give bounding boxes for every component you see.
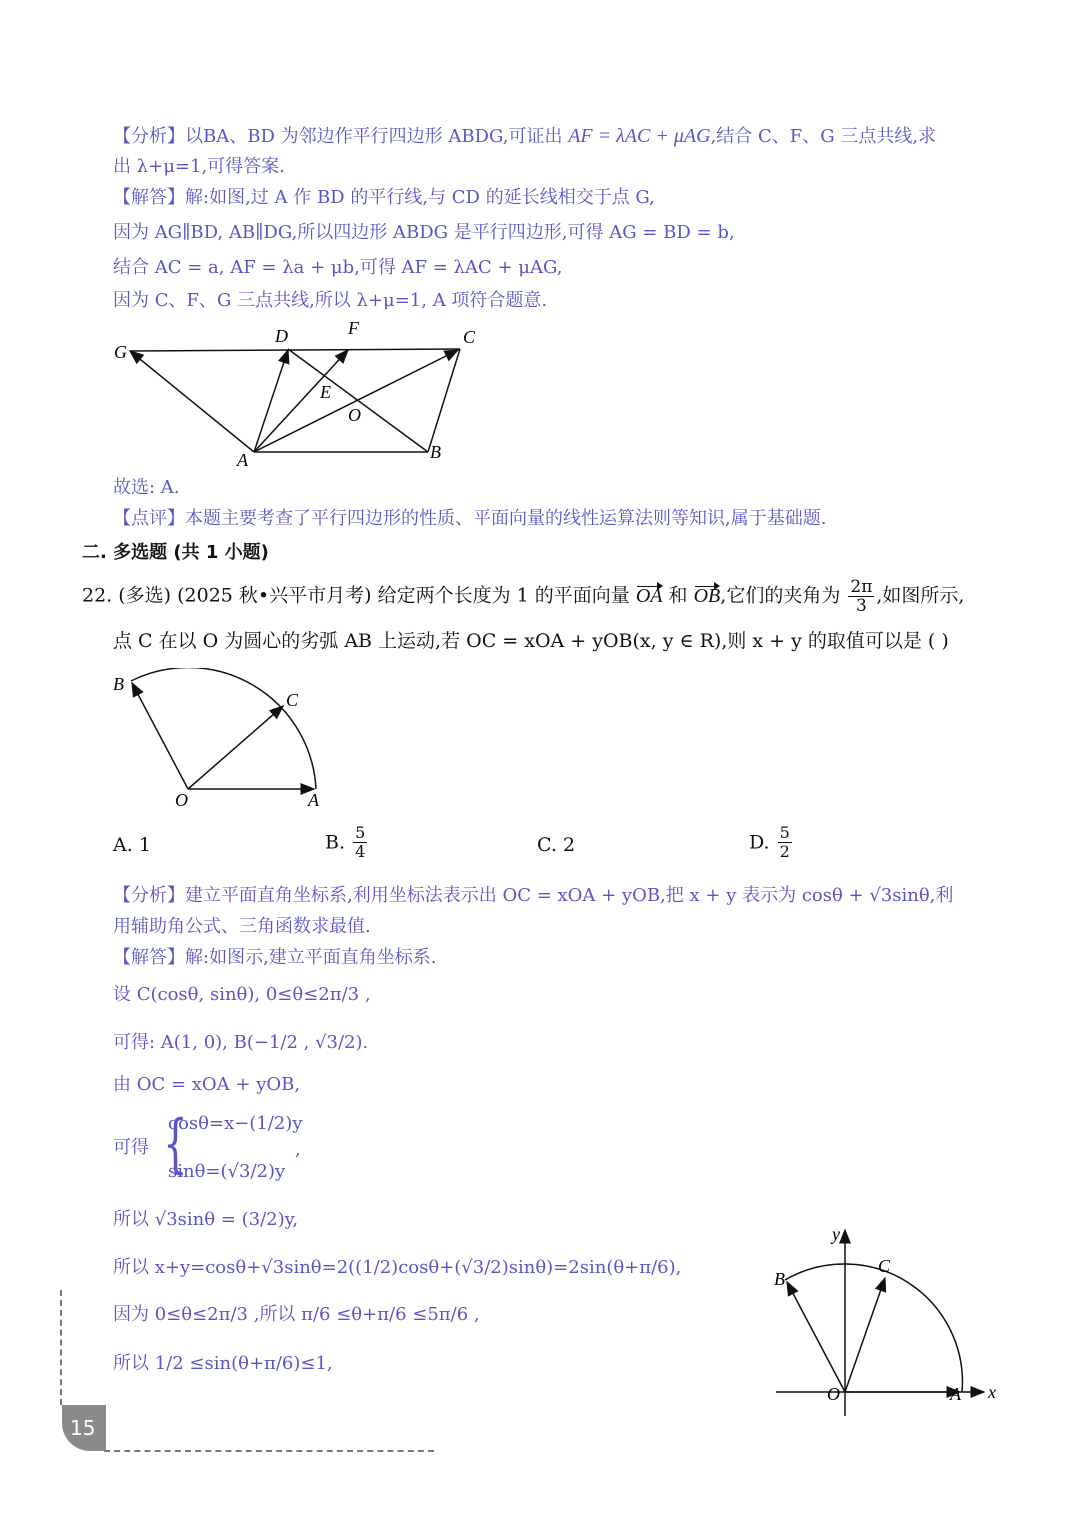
- section-title: 二. 多选题 (共 1 小题): [82, 542, 269, 563]
- option-c[interactable]: C. 2: [537, 834, 576, 856]
- arc-figure: [106, 668, 336, 813]
- analysis-line-1: 【分析】以BA、BD 为邻边作平行四边形 ABDG,可证出 AF = λAC + μAG,结合 C、F、G 三点共线,求: [113, 125, 937, 147]
- q22-solution-line-5: 所以 √3sinθ = (3/2)y,: [113, 1209, 299, 1230]
- q22-solution-line-8: 所以 1/2 ≤sin(θ+π/6)≤1,: [113, 1353, 333, 1374]
- coord-label-O: O: [827, 1384, 840, 1404]
- q22-analysis-line-1: 【分析】建立平面直角坐标系,利用坐标法表示出 OC = xOA + yOB,把 x + y 表示为 cosθ + √3sinθ,利: [113, 885, 954, 906]
- parallelogram-figure: [108, 318, 488, 468]
- option-d[interactable]: D. $\frac{5}{2}$: [749, 823, 790, 861]
- label-D: D: [275, 326, 288, 346]
- solution-line-3: 结合 AC = a, AF = λa + μb,可得 AF = λAC + μAG,: [113, 257, 563, 278]
- label-C: C: [463, 327, 476, 347]
- option-a[interactable]: A. 1: [113, 834, 151, 856]
- coord-label-x: x: [988, 1382, 996, 1402]
- choose-answer: 故选: A.: [113, 477, 180, 498]
- coordinate-figure: [770, 1222, 1010, 1422]
- q22-solution-line-2: 设 C(cosθ, sinθ), 0≤θ≤2π/3 ,: [113, 984, 371, 1005]
- system-eq-1: cosθ=x−(1/2)y: [168, 1113, 303, 1134]
- comment-line: 【点评】本题主要考查了平行四边形的性质、平面向量的线性运算法则等知识,属于基础题.: [113, 508, 827, 529]
- page-border-vertical: [60, 1290, 62, 1405]
- label-B: B: [430, 442, 441, 462]
- system-label: 可得: [113, 1137, 149, 1158]
- q22-solution-line-4: 由 OC = xOA + yOB,: [113, 1074, 301, 1095]
- coord-label-A: A: [950, 1384, 961, 1404]
- arc-label-C: C: [286, 690, 299, 710]
- label-G: G: [114, 342, 127, 362]
- option-b[interactable]: B. $\frac{5}{4}$: [325, 823, 366, 861]
- page-border-horizontal: [104, 1450, 434, 1452]
- label-O: O: [348, 405, 361, 425]
- arc-label-O: O: [175, 790, 188, 810]
- solution-line-2: 因为 AG∥BD, AB∥DG,所以四边形 ABDG 是平行四边形,可得 AG = BD = b,: [113, 222, 735, 243]
- coord-label-y: y: [832, 1224, 840, 1244]
- label-A: A: [237, 450, 248, 468]
- analysis-line-2: 出 λ+μ=1,可得答案.: [113, 156, 285, 177]
- arc-label-B: B: [113, 674, 124, 694]
- question-line-2: 点 C 在以 O 为圆心的劣弧 AB 上运动,若 OC = xOA + yOB(x, y ∈ R),则 x + y 的取值可以是 ( ): [113, 630, 949, 652]
- q22-analysis-line-2: 用辅助角公式、三角函数求最值.: [113, 916, 371, 937]
- q22-solution-line-1: 【解答】解:如图示,建立平面直角坐标系.: [113, 947, 437, 968]
- arc-label-A: A: [308, 790, 319, 810]
- solution-line-4: 因为 C、F、G 三点共线,所以 λ+μ=1, A 项符合题意.: [113, 290, 548, 311]
- solution-line-1: 【解答】解:如图,过 A 作 BD 的平行线,与 CD 的延长线相交于点 G,: [113, 187, 655, 208]
- q22-solution-line-3: 可得: A(1, 0), B(−1/2 , √3/2).: [113, 1032, 369, 1053]
- system-brace: {: [163, 1107, 188, 1181]
- q22-solution-line-7: 因为 0≤θ≤2π/3 ,所以 π/6 ≤θ+π/6 ≤5π/6 ,: [113, 1304, 480, 1325]
- q22-solution-line-6: 所以 x+y=cosθ+√3sinθ=2((1/2)cosθ+(√3/2)sinθ)=2sin(θ+π/6),: [113, 1257, 682, 1278]
- coord-label-B: B: [774, 1269, 785, 1289]
- system-eq-2: sinθ=(√3/2)y: [168, 1161, 286, 1182]
- label-E: E: [320, 382, 331, 402]
- coord-label-C: C: [878, 1256, 891, 1276]
- question-line-1: 22. (多选) (2025 秋•兴平市月考) 给定两个长度为 1 的平面向量 OA 和 OB,它们的夹角为 $\frac{2\pi}{3}$ ,如图所示,: [82, 577, 965, 616]
- page-number: 15: [70, 1416, 96, 1440]
- system-end: ,: [295, 1139, 301, 1160]
- label-F: F: [348, 318, 359, 338]
